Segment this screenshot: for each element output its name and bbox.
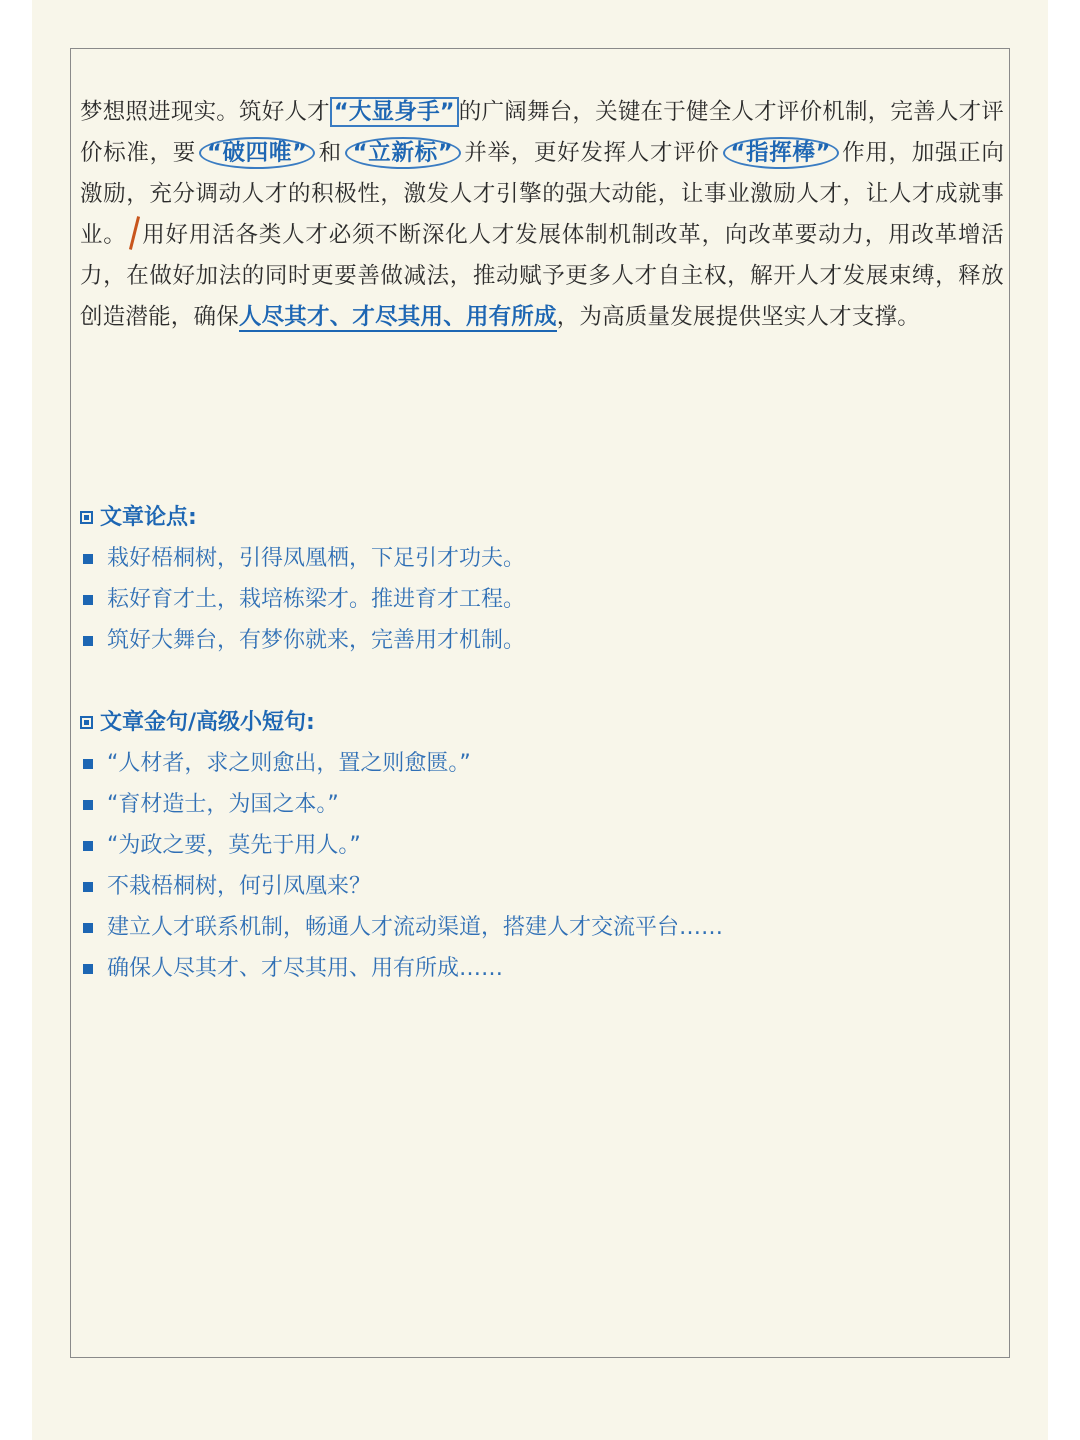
circled-highlight: “指挥棒” [723,137,839,169]
checkbox-square-icon [80,511,93,524]
section-title: 文章论点: [100,505,197,530]
list-item [80,743,1000,784]
list-item-text: 耘好育才土，栽培栋梁才。推进育才工程。 [107,587,526,612]
paragraph-text: 并举，更好发挥人才评价 [463,140,720,166]
list-item [80,866,1000,907]
square-bullet-icon [83,636,93,646]
paragraph-text: 梦想照进现实。筑好人才 [80,99,330,125]
body-paragraph [80,92,1004,338]
square-bullet-icon [83,595,93,605]
list-item-text: “育材造士，为国之本。” [107,792,339,817]
paragraph-text: ，为高质量发展提供坚实人才支撑。 [556,304,920,330]
quotes-section [80,702,1000,989]
circled-highlight: “破四唯” [199,137,315,169]
paragraph-text: 和 [318,140,342,166]
square-bullet-icon [83,923,93,933]
square-bullet-icon [83,882,93,892]
square-bullet-icon [83,964,93,974]
section-heading [80,702,1000,743]
boxed-highlight: “大显身手” [330,97,459,127]
paragraph-text: 的广阔舞台，关键在于健全人才评价机制，完善人才评价标准，要 [80,99,1005,166]
list-item [80,948,1000,989]
list-item-text: 栽好梧桐树，引得凤凰栖，下足引才功夫。 [107,546,526,571]
circled-highlight: “立新标” [345,137,461,169]
square-bullet-icon [83,841,93,851]
checkbox-square-icon [80,716,93,729]
list-item [80,784,1000,825]
square-bullet-icon [83,800,93,810]
list-item-text: 建立人才联系机制，畅通人才流动渠道，搭建人才交流平台…… [107,915,724,940]
list-item-text: “人材者，求之则愈出，置之则愈匮。” [107,751,471,776]
list-item [80,620,1000,661]
list-item-text: 筑好大舞台，有梦你就来，完善用才机制。 [107,628,526,653]
list-item-text: 确保人尽其才、才尽其用、用有所成…… [107,956,504,981]
slash-mark [129,216,140,250]
square-bullet-icon [83,759,93,769]
section-heading [80,497,1000,538]
list-item-text: 不栽梧桐树，何引凤凰来？ [107,874,372,899]
list-item [80,825,1000,866]
paragraph-text: 用好用活各类人才必须不断深化人才发展体制机制改革，向改革要动力，用改革增活力，在做好加法的同时更要善做减法，推动赋予更多人才自主权，解开人才发展束缚，释放创造潜能，确保 [80,222,1004,330]
list-item-text: “为政之要，莫先于用人。” [107,833,361,858]
paragraph-text: 作用，加强正向激励，充分调动人才的积极性，激发人才引擎的强大动能，让事业激励人才，让人才成就事业。 [80,140,1005,248]
arguments-section [80,497,1000,661]
section-title: 文章金句/高级小短句: [100,710,315,735]
square-bullet-icon [83,554,93,564]
list-item [80,907,1000,948]
list-item [80,538,1000,579]
list-item [80,579,1000,620]
underlined-highlight: 人尽其才、才尽其用、用有所成 [238,304,557,330]
